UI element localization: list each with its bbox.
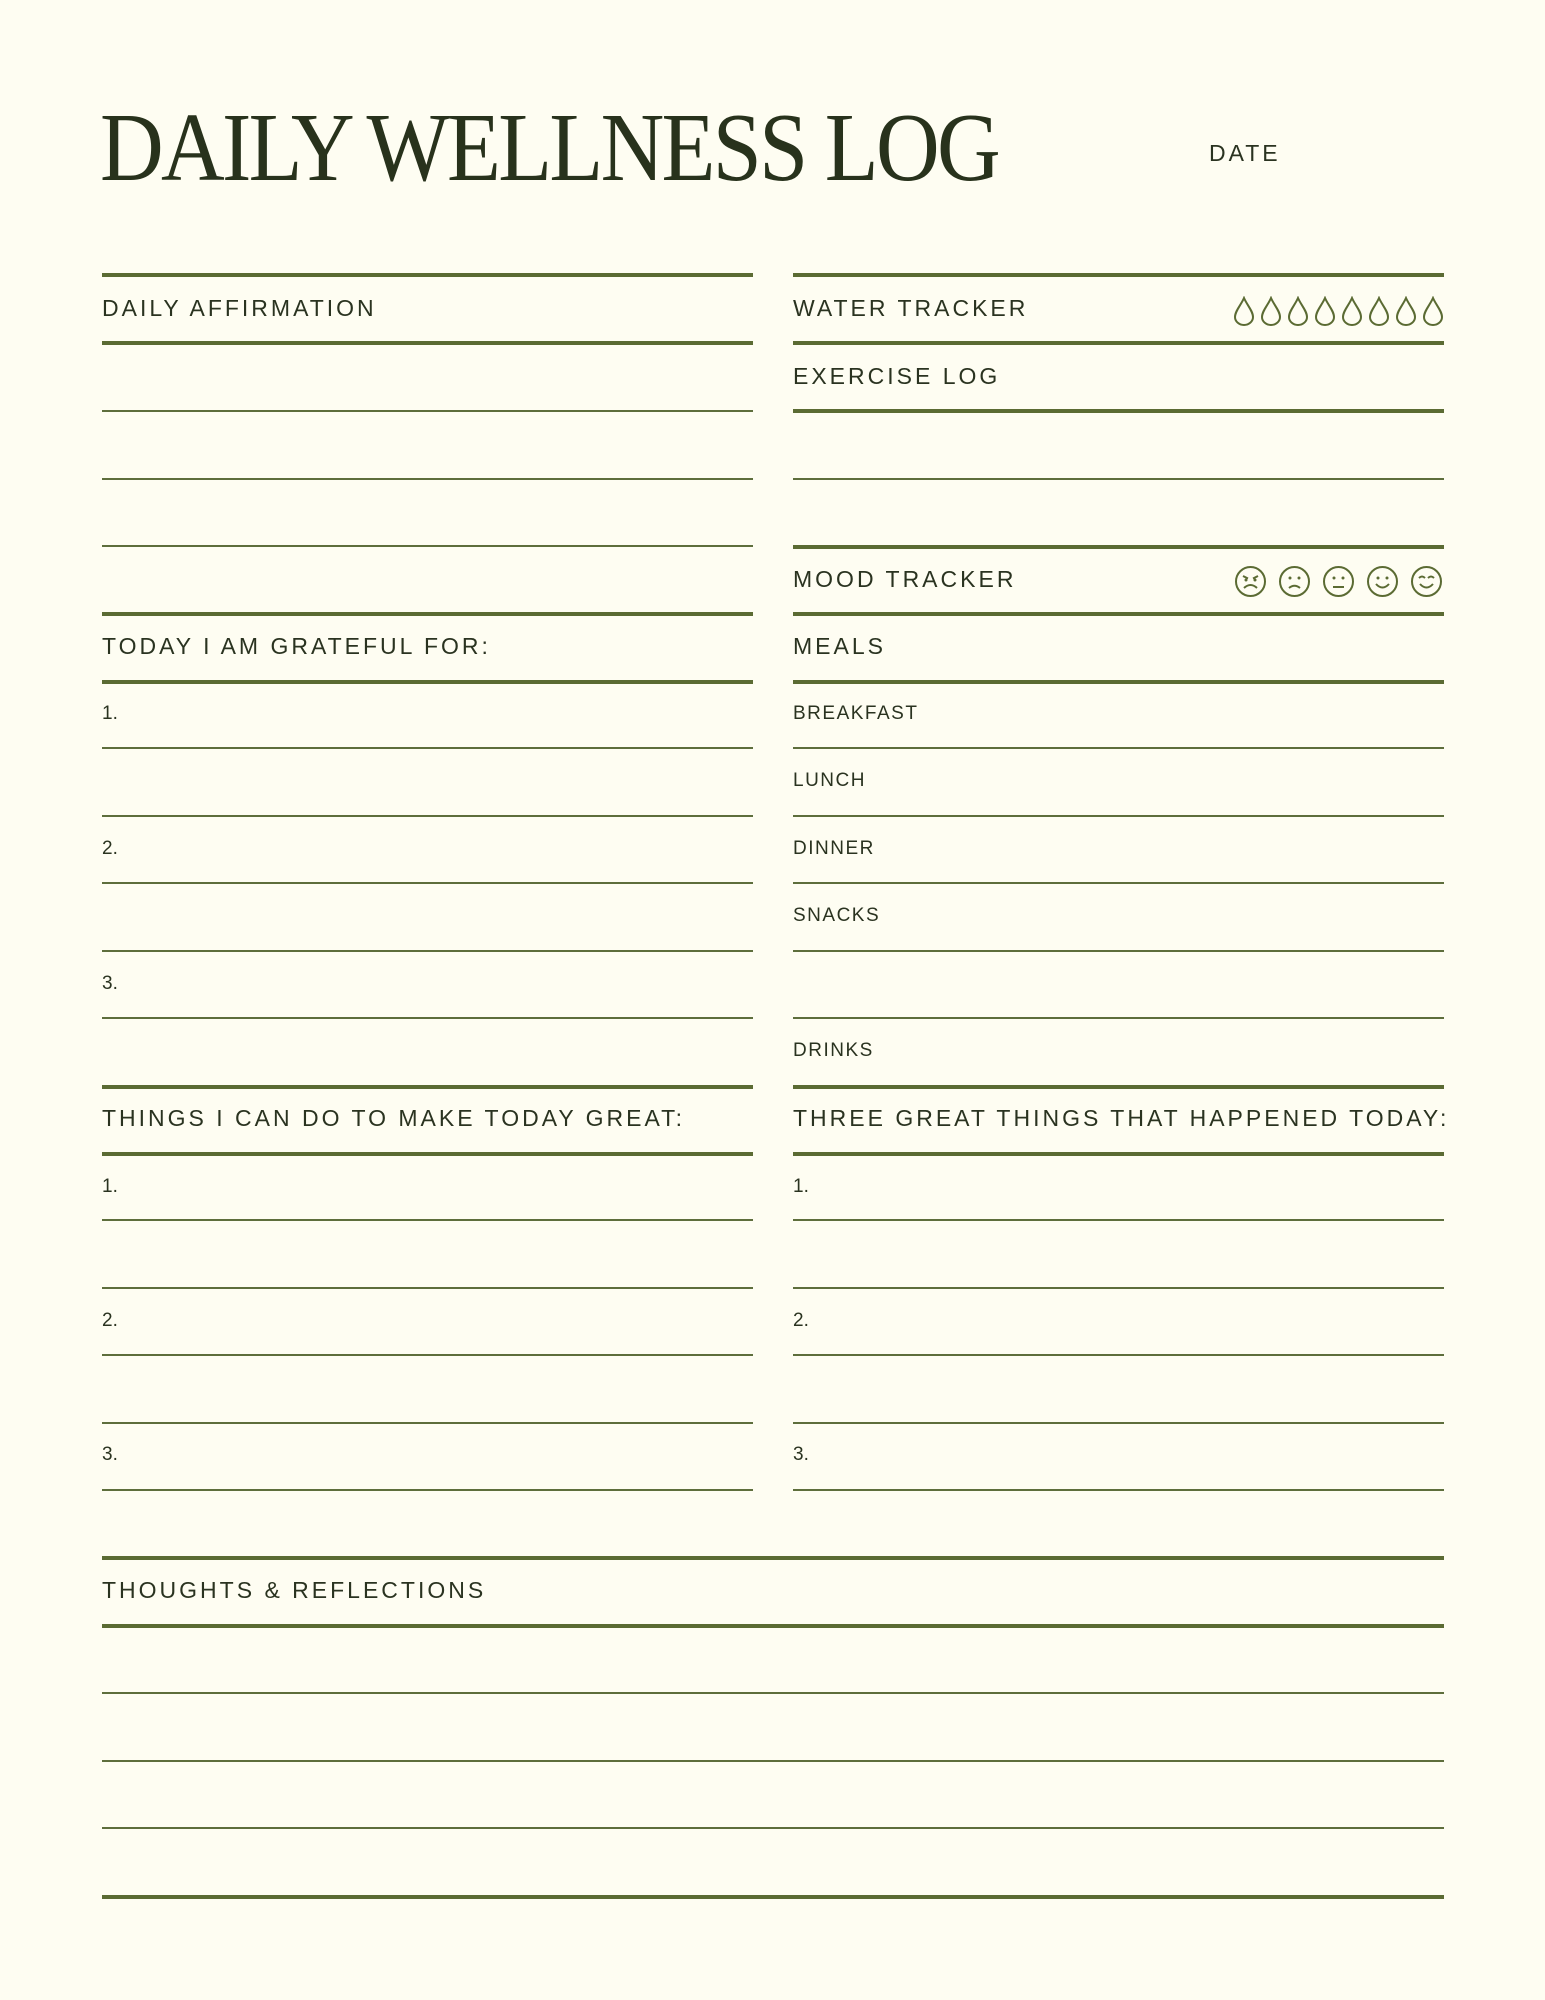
angry-face-icon[interactable] [1234,565,1267,598]
great-today-line[interactable] [102,1489,753,1491]
affirmation-line[interactable] [102,545,753,547]
grateful-bottom-rule [102,680,753,684]
water-drop-icon[interactable] [1287,296,1309,326]
water-drop-icon[interactable] [1368,296,1390,326]
affirmation-line[interactable] [102,410,753,412]
affirmation-bottom-rule [102,341,753,345]
meals-bottom-rule [793,680,1444,684]
water-top-rule [793,273,1444,277]
mood-faces [1234,565,1443,598]
three-great-line[interactable] [793,1422,1444,1424]
three-great-line[interactable] [793,1489,1444,1491]
affirmation-line[interactable] [102,478,753,480]
great-today-line[interactable] [102,1219,753,1221]
meals-heading: MEALS [793,633,886,659]
exercise-line[interactable] [793,478,1444,480]
smile-face-icon[interactable] [1366,565,1399,598]
snacks-label: SNACKS [793,905,881,926]
page-title: DAILY WELLNESS LOG [100,94,998,202]
great-today-top-rule [102,1085,753,1089]
grateful-number-3: 3. [102,973,118,994]
grateful-line[interactable] [102,1017,753,1019]
breakfast-label: BREAKFAST [793,703,919,724]
grateful-line[interactable] [102,747,753,749]
mood-bottom-rule [793,612,1444,616]
reflections-line[interactable] [102,1692,1444,1694]
grateful-line[interactable] [102,882,753,884]
great-today-line[interactable] [102,1422,753,1424]
lunch-line[interactable] [793,815,1444,817]
grateful-number-2: 2. [102,838,118,859]
snacks-line[interactable] [793,950,1444,952]
three-great-line[interactable] [793,1287,1444,1289]
exercise-bottom-rule [793,409,1444,413]
sad-face-icon[interactable] [1278,565,1311,598]
happy-face-icon[interactable] [1410,565,1443,598]
three-great-number-1: 1. [793,1176,809,1197]
exercise-log-heading: EXERCISE LOG [793,363,1001,389]
reflections-line[interactable] [102,1760,1444,1762]
affirmation-heading: DAILY AFFIRMATION [102,295,377,321]
affirmation-top-rule [102,273,753,277]
grateful-line[interactable] [102,950,753,952]
dinner-label: DINNER [793,838,875,859]
water-bottom-rule [793,341,1444,345]
breakfast-line[interactable] [793,747,1444,749]
water-drop-icon[interactable] [1233,296,1255,326]
mood-tracker-heading: MOOD TRACKER [793,566,1017,592]
drinks-label: DRINKS [793,1040,874,1061]
great-today-line[interactable] [102,1287,753,1289]
three-great-top-rule [793,1085,1444,1089]
water-drop-icon[interactable] [1341,296,1363,326]
three-great-line[interactable] [793,1219,1444,1221]
reflections-heading: THOUGHTS & REFLECTIONS [102,1577,487,1603]
reflections-top-rule [102,1556,1444,1560]
water-drop-icon[interactable] [1314,296,1336,326]
three-great-number-2: 2. [793,1310,809,1331]
grateful-heading: TODAY I AM GRATEFUL FOR: [102,633,491,659]
great-today-number-3: 3. [102,1444,118,1465]
snacks-line[interactable] [793,1017,1444,1019]
dinner-line[interactable] [793,882,1444,884]
water-tracker-heading: WATER TRACKER [793,295,1029,321]
grateful-number-1: 1. [102,703,118,724]
great-today-bottom-rule [102,1152,753,1156]
grateful-top-rule [102,612,753,616]
three-great-heading: THREE GREAT THINGS THAT HAPPENED TODAY: [793,1105,1450,1131]
water-drop-icon[interactable] [1422,296,1444,326]
grateful-line[interactable] [102,815,753,817]
three-great-line[interactable] [793,1354,1444,1356]
water-drop-icon[interactable] [1395,296,1417,326]
mood-top-rule [793,545,1444,549]
great-today-heading: THINGS I CAN DO TO MAKE TODAY GREAT: [102,1105,686,1131]
water-drops [1233,296,1444,326]
lunch-label: LUNCH [793,770,866,791]
date-label: DATE [1209,140,1281,166]
great-today-line[interactable] [102,1354,753,1356]
great-today-number-2: 2. [102,1310,118,1331]
reflections-end-rule [102,1895,1444,1899]
reflections-line[interactable] [102,1827,1444,1829]
water-drop-icon[interactable] [1260,296,1282,326]
great-today-number-1: 1. [102,1176,118,1197]
three-great-number-3: 3. [793,1444,809,1465]
reflections-bottom-rule [102,1624,1444,1628]
neutral-face-icon[interactable] [1322,565,1355,598]
three-great-bottom-rule [793,1152,1444,1156]
